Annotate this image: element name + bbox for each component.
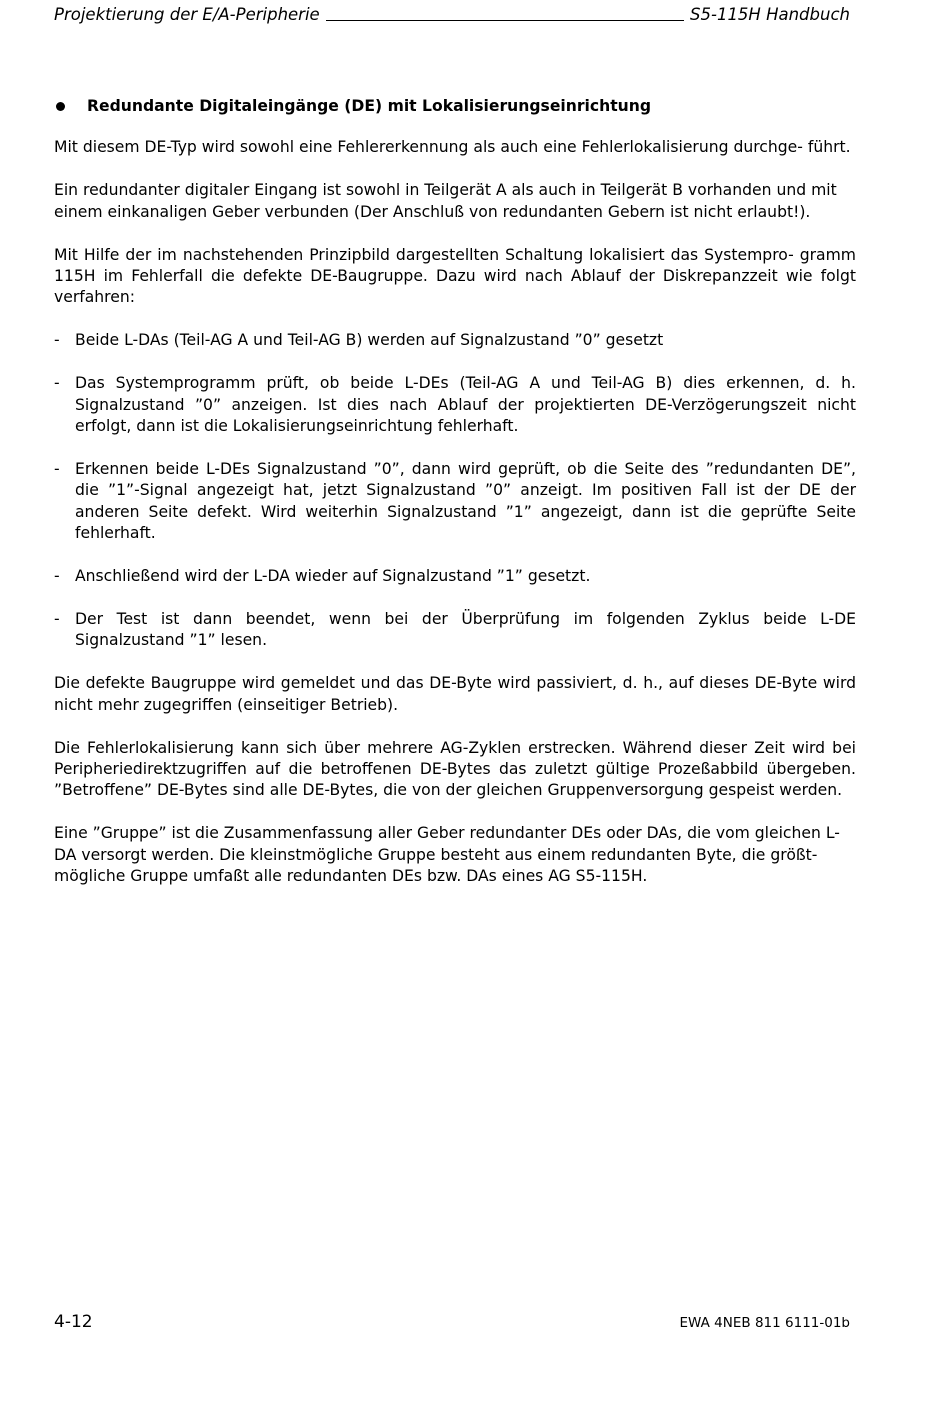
list-dash: - <box>54 374 60 393</box>
list-dash: - <box>54 567 60 586</box>
list-item-text: Erkennen beide L-DEs Signalzustand ”0”, dann wird geprüft, ob die Seite des ”redundanten DE”, die ”1”-Signal angezeigt hat, jetzt Signalzustand ”0” anzeigt. Im positiven Fall ist der DE der anderen Seite defekt. Wird weiterhin Signalzustand ”1” angezeigt, dann ist die geprüfte Seite fehlerhaft. <box>75 459 856 543</box>
page-body <box>54 96 856 909</box>
list-dash: - <box>54 610 60 628</box>
paragraph-defect-report: Die defekte Baugruppe wird gemeldet und das DE-Byte wird passiviert, d. h., auf dieses DE-Byte wird nicht mehr zugegriffen (einseitiger Betrieb). <box>54 674 856 714</box>
list-item <box>54 459 856 545</box>
page-number: 4-12 <box>54 1312 93 1332</box>
list-item-text: Anschließend wird der L-DA wieder auf Signalzustand ”1” gesetzt. <box>75 567 591 586</box>
header-rule <box>326 19 684 21</box>
paragraph-localization-duration: Die Fehlerlokalisierung kann sich über mehrere AG-Zyklen erstrecken. Während dieser Zeit wird bei Peripheriedirektzugriffen auf die betroffenen DE-Bytes das zuletzt gültige Prozeßabbild übergeben. ”Betroffene” DE-Bytes sind alle DE-Bytes, die von der gleichen Gruppenversorgung gespeist werden. <box>54 738 856 800</box>
bullet-icon <box>56 102 65 111</box>
header-chapter-title: Projektierung der E/A-Peripherie <box>54 5 320 24</box>
list-item-text: Beide L-DAs (Teil-AG A und Teil-AG B) werden auf Signalzustand ”0” gesetzt <box>75 331 664 350</box>
list-item-text: Das Systemprogramm prüft, ob beide L-DEs (Teil-AG A und Teil-AG B) dies erkennen, d. h. Signalzustand ”0” anzeigen. Ist dies nach Ablauf der projektierten DE-Verzögerungszeit nicht erfolgt, dann ist die Lokalisierungseinrichtung fehlerhaft. <box>75 374 856 436</box>
paragraph-group-definition: Eine ”Gruppe” ist die Zusammenfassung aller Geber redundanter DEs oder DAs, die vom gleichen L-DA versorgt werden. Die kleinstmögliche Gruppe besteht aus einem redundanten Byte, die größt- mögliche Gruppe umfaßt alle redundanten DEs bzw. DAs eines AG S5-115H. <box>54 824 840 886</box>
list-item <box>54 373 856 437</box>
document-reference: EWA 4NEB 811 6111-01b <box>679 1315 850 1331</box>
list-dash: - <box>54 331 60 350</box>
paragraph-intro: Mit diesem DE-Typ wird sowohl eine Fehlererkennung als auch eine Fehlerlokalisierung durchge- führt. <box>54 138 851 157</box>
list-item <box>54 609 856 652</box>
running-header <box>54 0 850 24</box>
list-item <box>54 566 856 587</box>
list-item <box>54 330 856 351</box>
section-title: Redundante Digitaleingänge (DE) mit Lokalisierungseinrichtung <box>87 97 652 115</box>
paragraph-redundant-input: Ein redundanter digitaler Eingang ist sowohl in Teilgerät A als auch in Teilgerät B vorhanden und mit einem einkanaligen Geber verbunden (Der Anschluß von redundanten Gebern ist nicht erlaubt!). <box>54 181 837 221</box>
list-dash: - <box>54 459 60 478</box>
paragraph-procedure: Mit Hilfe der im nachstehenden Prinzipbild dargestellten Schaltung lokalisiert das Systempro- gramm 115H im Fehlerfall die defekte DE-Baugruppe. Dazu wird nach Ablauf der Diskrepanzzeit wie folgt verfahren: <box>54 245 856 307</box>
list-item-text: Der Test ist dann beendet, wenn bei der Überprüfung im folgenden Zyklus beide L-DE Signalzustand ”1” lesen. <box>75 610 856 650</box>
section-heading <box>54 96 856 117</box>
header-manual-title: S5-115H Handbuch <box>690 5 850 24</box>
